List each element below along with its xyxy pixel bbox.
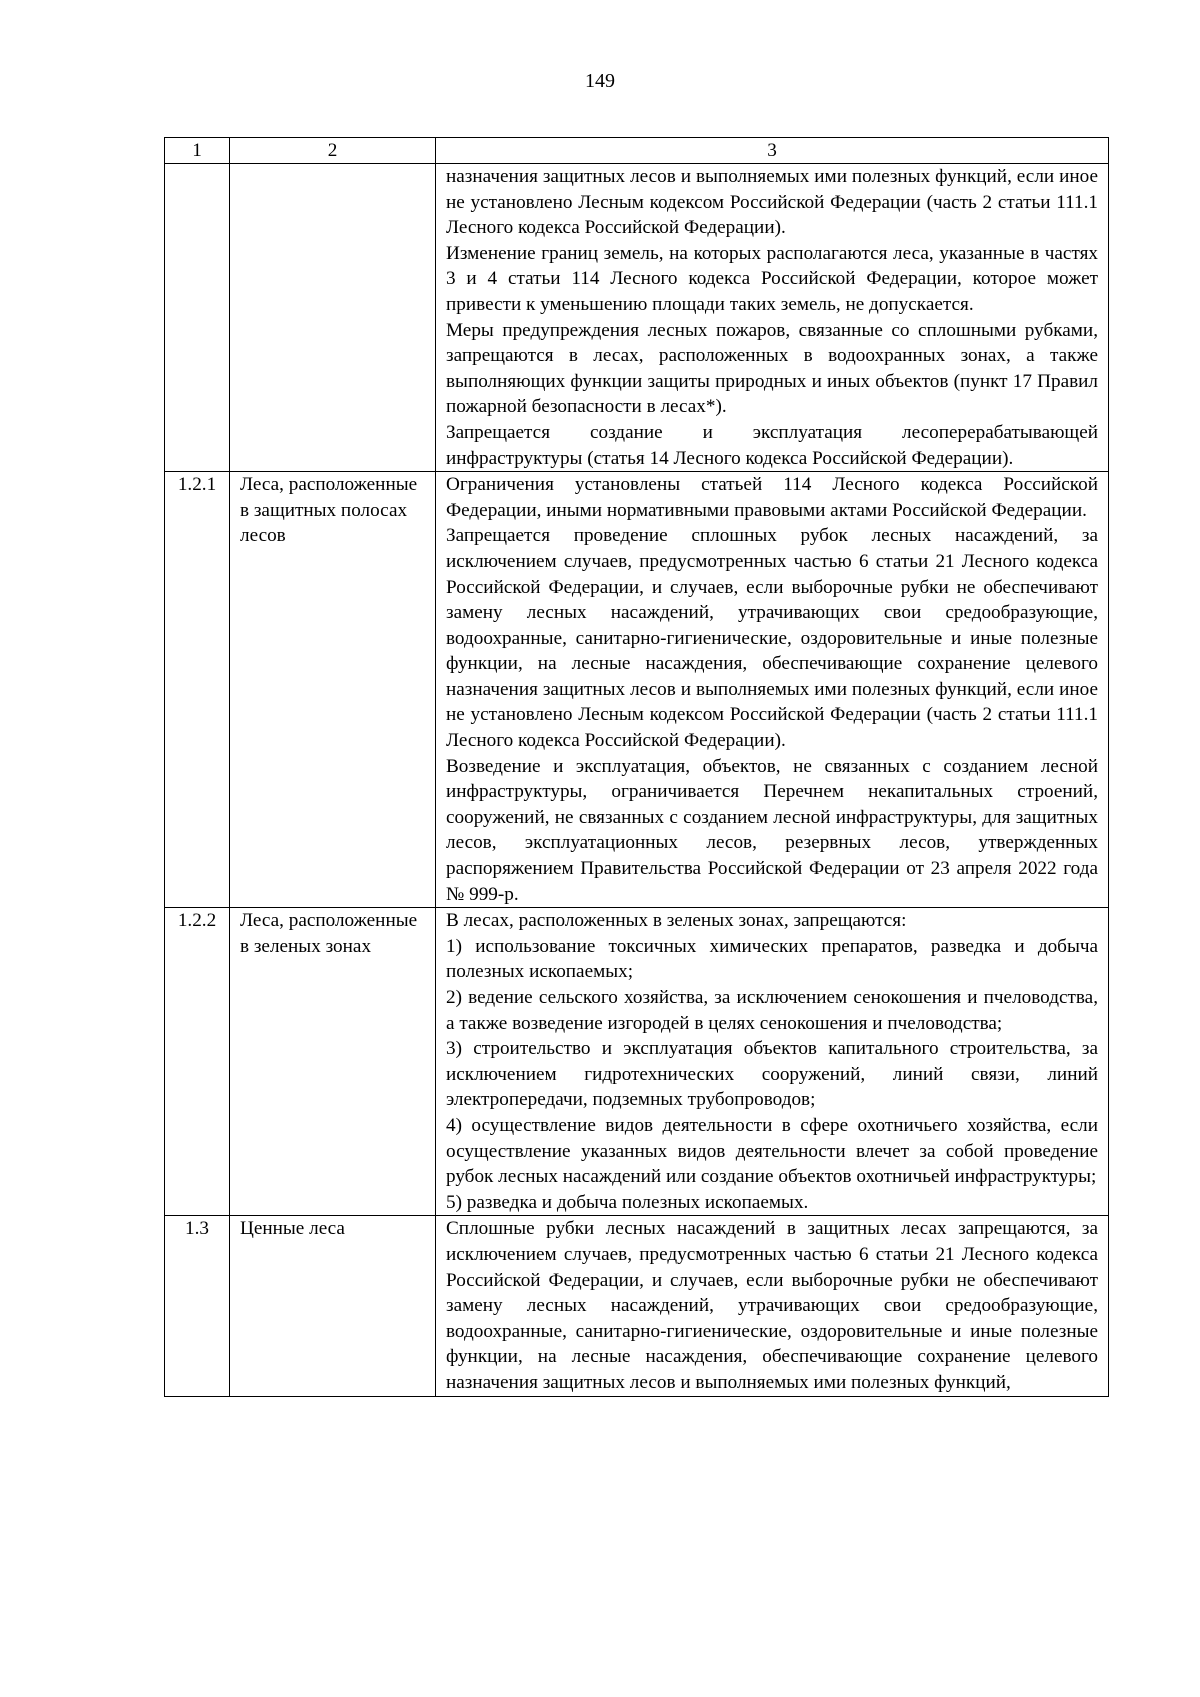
paragraph: Возведение и эксплуатация, объектов, не связанных с созданием лесной инфраструктуры, ограничивается Перечнем некапитальных строений, сооружений, не связанных с созданием лесной инфраструктуры, для защитных лесов, эксплуатационных лесов, резервных лесов, утвержденных распоряжением Правительства Российской Федерации от 23 апреля 2022 года № 999-р. (446, 755, 1098, 905)
row-text-cell (436, 164, 1109, 472)
row-number-cell: 1.2.1 (165, 472, 230, 908)
row-name-cell: Леса, расположенные в зеленых зонах (230, 908, 436, 1216)
row-name-cell: Ценные леса (230, 1216, 436, 1396)
row-name-cell: Леса, расположенные в защитных полосах лесов (230, 472, 436, 908)
paragraph: назначения защитных лесов и выполняемых ими полезных функций, если иное не установлено Лесным кодексом Российской Федерации (часть 2 статьи 111.1 Лесного кодекса Российской Федерации). (446, 166, 1098, 239)
header-cell: 1 (165, 138, 230, 164)
paragraph: Ограничения установлены статьей 114 Лесного кодекса Российской Федерации, иными нормативными правовыми актами Российской Федерации. (446, 474, 1098, 521)
table-row (165, 164, 1109, 472)
header-cell: 3 (436, 138, 1109, 164)
table-row (165, 472, 1109, 908)
paragraph: 2) ведение сельского хозяйства, за исключением сенокошения и пчеловодства, а также возведение изгородей в целях сенокошения и пчеловодства; (446, 987, 1098, 1034)
paragraph: Изменение границ земель, на которых располагаются леса, указанные в частях 3 и 4 статьи 114 Лесного кодекса Российской Федерации, которое может привести к уменьшению площади таких земель, не допускается. (446, 242, 1098, 315)
paragraph: 3) строительство и эксплуатация объектов капитального строительства, за исключением гидротехнических сооружений, линий связи, линий электропередачи, подземных трубопроводов; (446, 1038, 1098, 1111)
row-text-cell (436, 1216, 1109, 1396)
row-number-cell: 1.2.2 (165, 908, 230, 1216)
paragraph: 5) разведка и добыча полезных ископаемых. (446, 1191, 809, 1213)
table-header-row (165, 138, 1109, 164)
paragraph: 4) осуществление видов деятельности в сфере охотничьего хозяйства, если осуществление указанных видов деятельности влечет за собой проведение рубок лесных насаждений или создание объектов охотничьей инфраструктуры; (446, 1114, 1098, 1188)
table-row (165, 908, 1109, 1216)
row-text-cell (436, 908, 1109, 1216)
paragraph: Меры предупреждения лесных пожаров, связанные со сплошными рубками, запрещаются в лесах, расположенных в водоохранных зонах, а также выполняющих функции защиты природных и иных объектов (пункт 17 Правил пожарной безопасности в лесах*). (446, 319, 1098, 418)
restrictions-table (164, 137, 1109, 1397)
row-number-cell (165, 164, 230, 472)
page-number: 149 (585, 70, 615, 92)
row-number-cell: 1.3 (165, 1216, 230, 1396)
paragraph: 1) использование токсичных химических препаратов, разведка и добыча полезных ископаемых; (446, 935, 1098, 983)
paragraph: В лесах, расположенных в зеленых зонах, запрещаются: (446, 910, 907, 932)
paragraph: Запрещается создание и эксплуатация лесоперерабатывающей инфраструктуры (статья 14 Лесного кодекса Российской Федерации). (446, 421, 1098, 469)
header-cell: 2 (230, 138, 436, 164)
row-text-cell (436, 472, 1109, 908)
paragraph: Сплошные рубки лесных насаждений в защитных лесах запрещаются, за исключением случаев, предусмотренных частью 6 статьи 21 Лесного кодекса Российской Федерации, и случаев, если выборочные рубки не обеспечивают замену лесных насаждений, утрачивающих свои средообразующие, водоохранные, санитарно-гигиенические, оздоровительные и иные полезные функции, на лесные насаждения, обеспечивающие сохранение целевого назначения защитных лесов и выполняемых ими полезных функций, (446, 1218, 1098, 1393)
paragraph: Запрещается проведение сплошных рубок лесных насаждений, за исключением случаев, предусмотренных частью 6 статьи 21 Лесного кодекса Российской Федерации, и случаев, если выборочные рубки не обеспечивают замену лесных насаждений, утрачивающих свои средообразующие, водоохранные, санитарно-гигиенические, оздоровительные и иные полезные функции, на лесные насаждения, обеспечивающие сохранение целевого назначения защитных лесов и выполняемых ими полезных функций, если иное не установлено Лесным кодексом Российской Федерации (часть 2 статьи 111.1 Лесного кодекса Российской Федерации). (446, 525, 1098, 752)
table-row (165, 1216, 1109, 1396)
row-name-cell (230, 164, 436, 472)
